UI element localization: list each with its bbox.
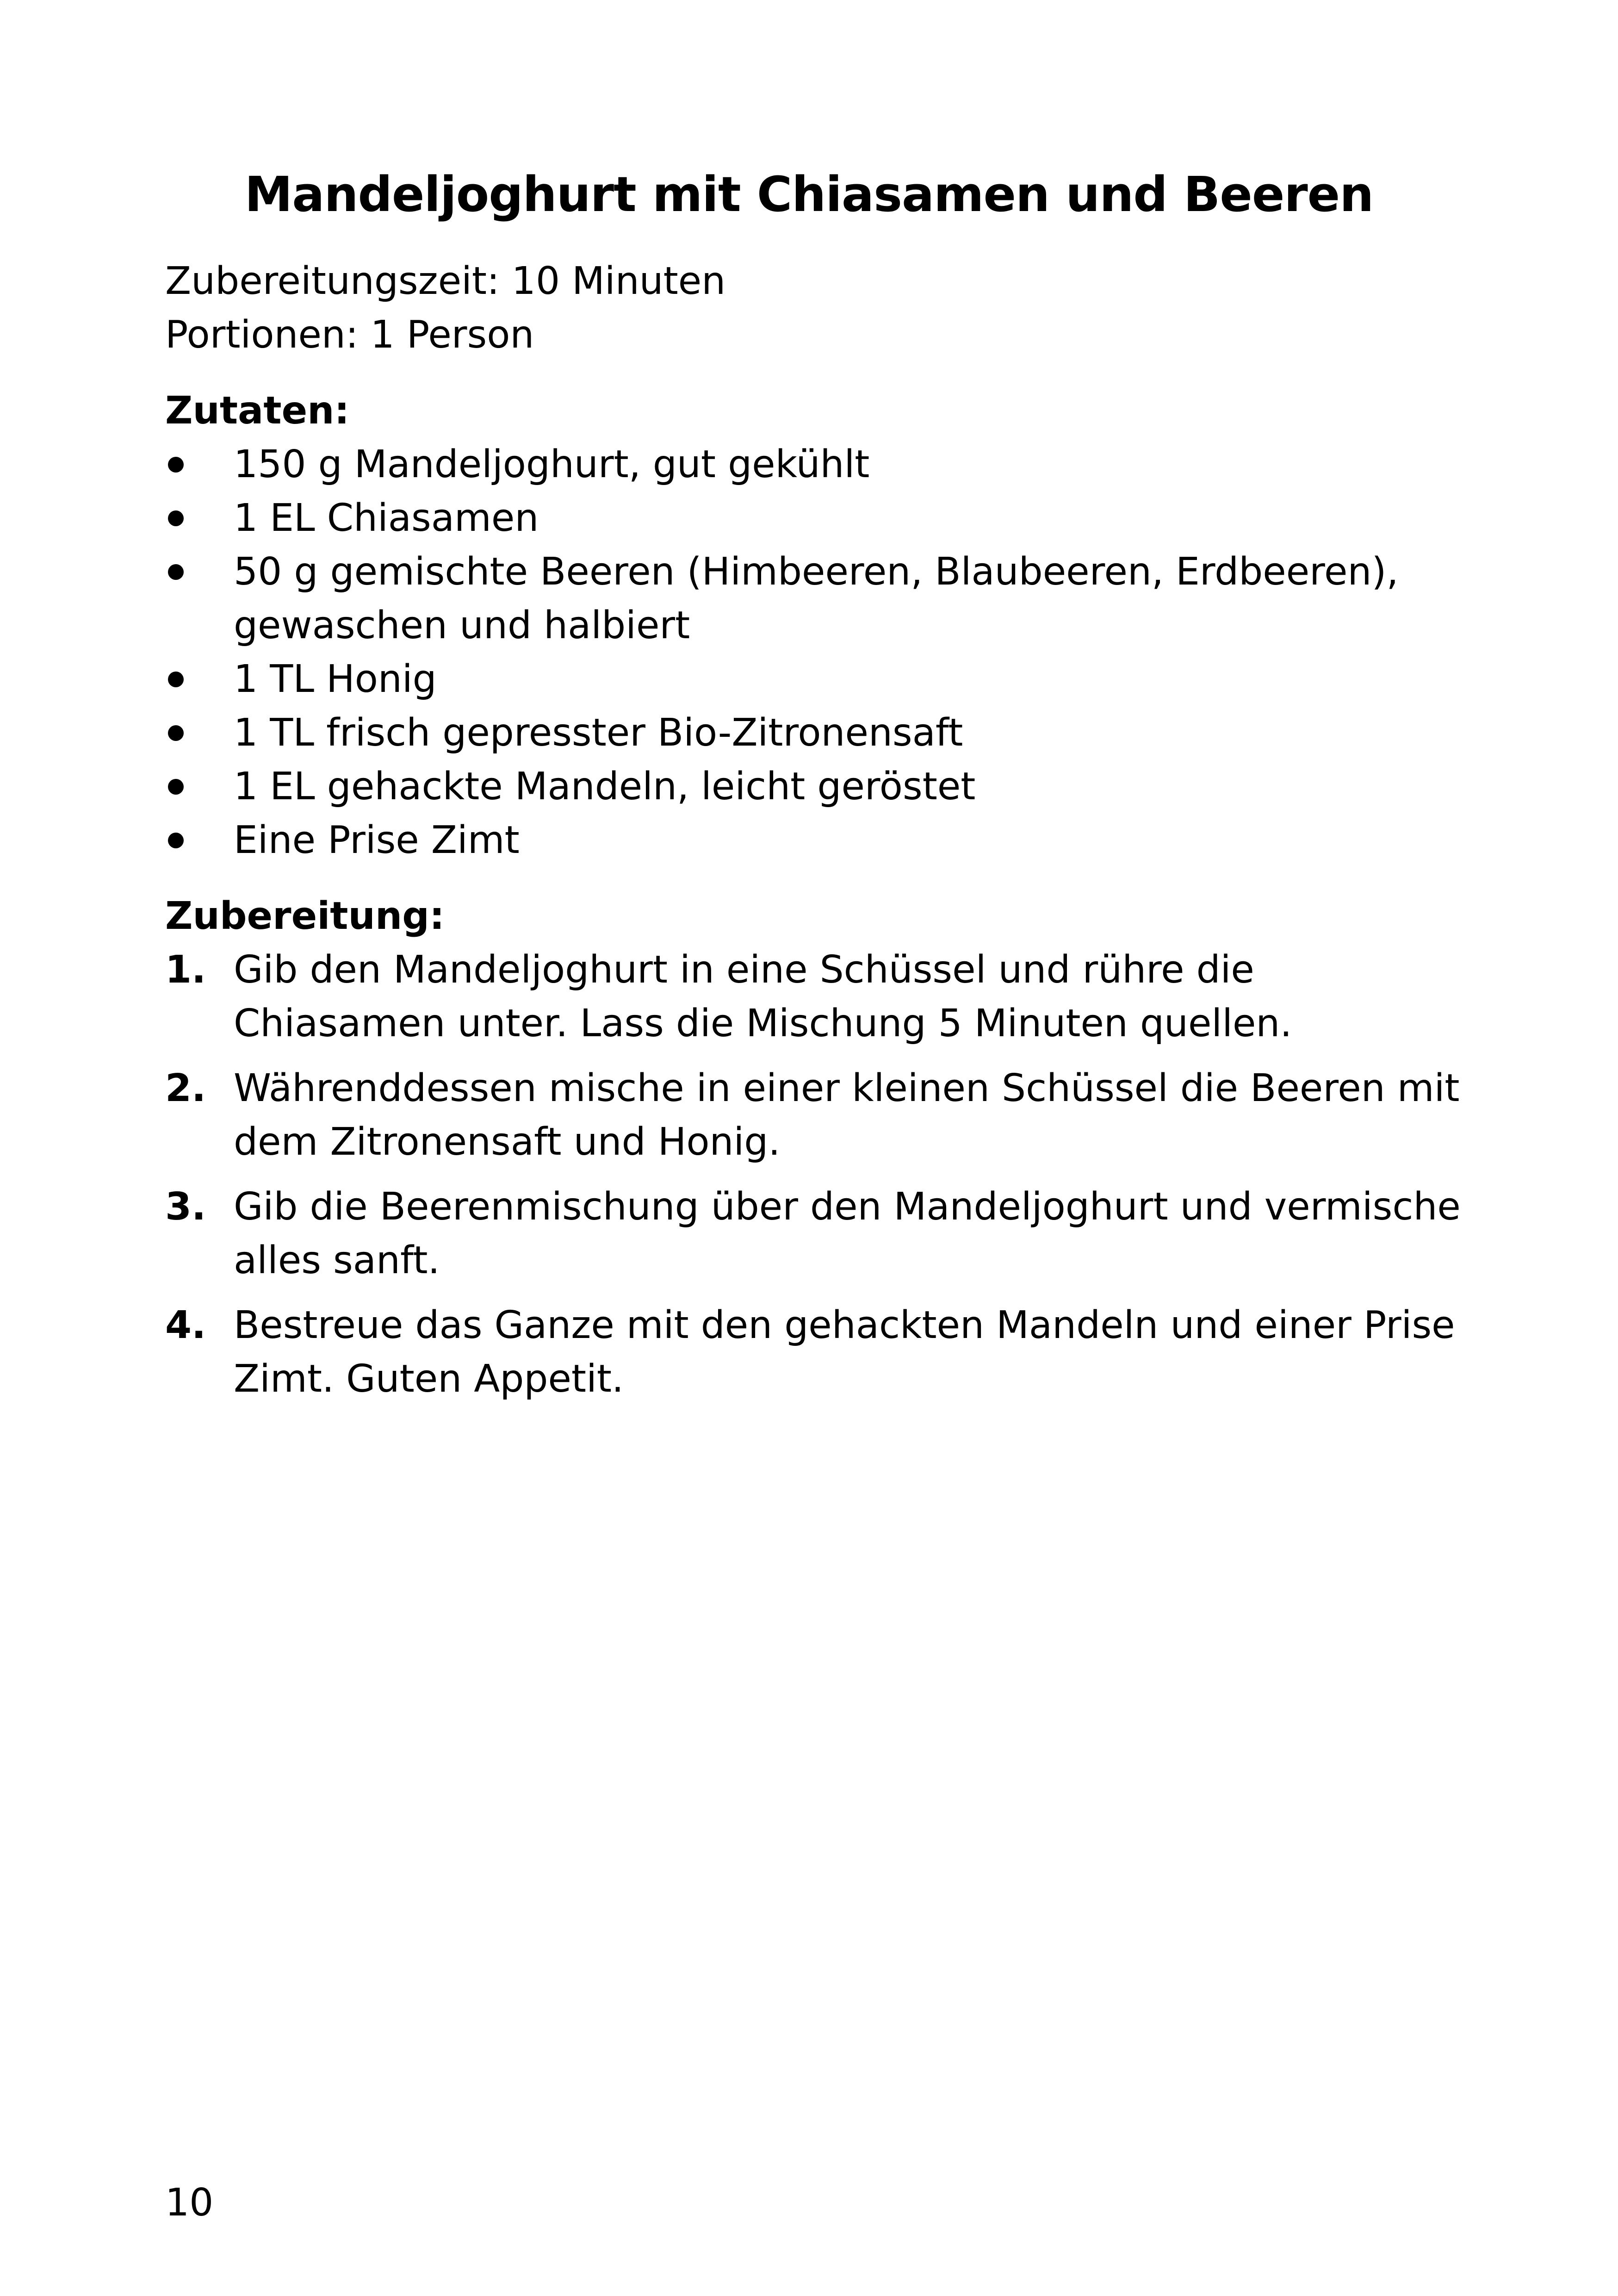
bullet-icon	[168, 564, 184, 580]
ingredient-text: 1 EL gehackte Mandeln, leicht geröstet	[234, 765, 976, 809]
step-item	[165, 1062, 1461, 1169]
ingredient-text: 1 TL Honig	[234, 657, 437, 701]
servings: Portionen: 1 Person	[165, 313, 534, 357]
preparation-heading: Zubereitung:	[165, 894, 445, 938]
steps-list	[165, 943, 1461, 1406]
ingredient-text: 1 TL frisch gepresster Bio-Zitronensaft	[234, 711, 963, 755]
ingredient-item	[165, 492, 1461, 545]
ingredient-item	[165, 760, 1461, 814]
step-number: 1.	[165, 948, 206, 992]
step-number: 2.	[165, 1066, 206, 1110]
step-number: 4.	[165, 1303, 206, 1347]
ingredient-item	[165, 653, 1461, 706]
bullet-icon	[168, 510, 184, 526]
bullet-icon	[168, 725, 184, 741]
prep-time: Zubereitungszeit: 10 Minuten	[165, 259, 726, 303]
ingredients-list	[165, 438, 1461, 867]
bullet-icon	[168, 833, 184, 848]
step-text: Gib die Beerenmischung über den Mandeljoghurt und vermische alles sanft.	[234, 1185, 1461, 1282]
step-item	[165, 1180, 1461, 1288]
ingredient-text: 1 EL Chiasamen	[234, 496, 539, 540]
recipe-title: Mandeljoghurt mit Chiasamen und Beeren	[244, 166, 1374, 223]
ingredient-item	[165, 545, 1461, 653]
ingredient-text: 150 g Mandeljoghurt, gut gekühlt	[234, 442, 870, 486]
ingredient-item	[165, 814, 1461, 867]
recipe-content	[165, 255, 1461, 1417]
bullet-icon	[168, 672, 184, 687]
ingredient-text: Eine Prise Zimt	[234, 818, 520, 862]
page-number: 10	[165, 2181, 214, 2225]
bullet-icon	[168, 457, 184, 473]
ingredient-item	[165, 706, 1461, 760]
bullet-icon	[168, 779, 184, 795]
step-item	[165, 1299, 1461, 1406]
step-item	[165, 943, 1461, 1051]
ingredient-text: 50 g gemischte Beeren (Himbeeren, Blaubeeren, Erdbeeren), gewaschen und halbiert	[234, 550, 1399, 647]
step-text: Gib den Mandeljoghurt in eine Schüssel und rühre die Chiasamen unter. Lass die Mischung 5 Minuten quellen.	[234, 948, 1292, 1045]
step-number: 3.	[165, 1185, 206, 1229]
ingredient-item	[165, 438, 1461, 492]
step-text: Währenddessen mische in einer kleinen Schüssel die Beeren mit dem Zitronensaft und Honig.	[234, 1066, 1460, 1164]
ingredients-heading: Zutaten:	[165, 389, 350, 433]
step-text: Bestreue das Ganze mit den gehackten Mandeln und einer Prise Zimt. Guten Appetit.	[234, 1303, 1455, 1401]
